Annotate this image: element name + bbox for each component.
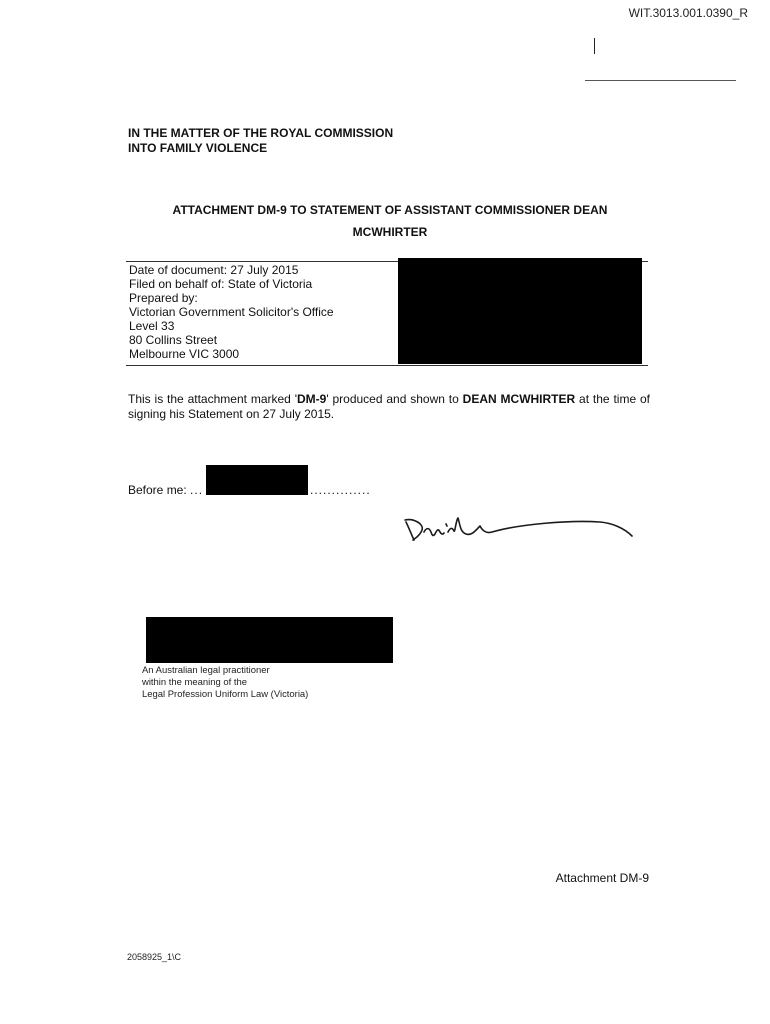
practitioner-line-2: within the meaning of the <box>142 677 248 687</box>
stamp-mark <box>594 38 595 54</box>
doc-detail-office: Victorian Government Solicitor's Office <box>129 305 334 319</box>
statement-prefix: This is the attachment marked ' <box>128 392 297 406</box>
stamp-line <box>585 80 736 81</box>
doc-detail-level: Level 33 <box>129 319 175 333</box>
practitioner-line-1: An Australian legal practitioner <box>142 665 270 675</box>
statement-paragraph <box>128 392 650 422</box>
redaction-block <box>206 465 308 495</box>
redaction-block <box>146 617 393 663</box>
practitioner-stamp <box>142 664 308 700</box>
before-me-dots-right: .............. <box>310 483 371 497</box>
doc-detail-city: Melbourne VIC 3000 <box>129 347 240 361</box>
attachment-title-line-1: ATTACHMENT DM-9 TO STATEMENT OF ASSISTANT COMMISSIONER DEAN <box>172 203 608 217</box>
statement-marker: DM-9 <box>296 392 327 406</box>
document-code: 2058925_1\C <box>127 952 182 962</box>
attachment-title-line-2: MCWHIRTER <box>352 225 428 239</box>
doc-detail-prepared: Prepared by: <box>129 291 198 305</box>
redaction-block <box>398 258 642 364</box>
doc-detail-date: Date of document: 27 July 2015 <box>129 263 299 277</box>
statement-name: DEAN MCWHIRTER <box>462 392 576 406</box>
matter-line-1: IN THE MATTER OF THE ROYAL COMMISSION <box>128 126 394 140</box>
matter-heading <box>128 126 393 156</box>
before-me-dots-left: ... <box>190 483 204 497</box>
doc-detail-street: 80 Collins Street <box>129 333 218 347</box>
document-details <box>129 263 334 361</box>
statement-suffix: at the time of signing his Statement on 27 July 2015. <box>128 392 650 421</box>
matter-line-2: INTO FAMILY VIOLENCE <box>128 141 268 155</box>
attachment-title <box>140 199 640 243</box>
statement-middle: ' produced and shown to <box>326 392 463 406</box>
practitioner-line-3: Legal Profession Uniform Law (Victoria) <box>142 689 309 699</box>
document-id: WIT.3013.001.0390_R <box>628 6 748 20</box>
before-me-label: Before me: <box>128 483 187 497</box>
signature-image <box>400 506 635 552</box>
before-me-row <box>128 483 203 497</box>
attachment-label: Attachment DM-9 <box>555 871 649 885</box>
doc-detail-filed: Filed on behalf of: State of Victoria <box>129 277 313 291</box>
